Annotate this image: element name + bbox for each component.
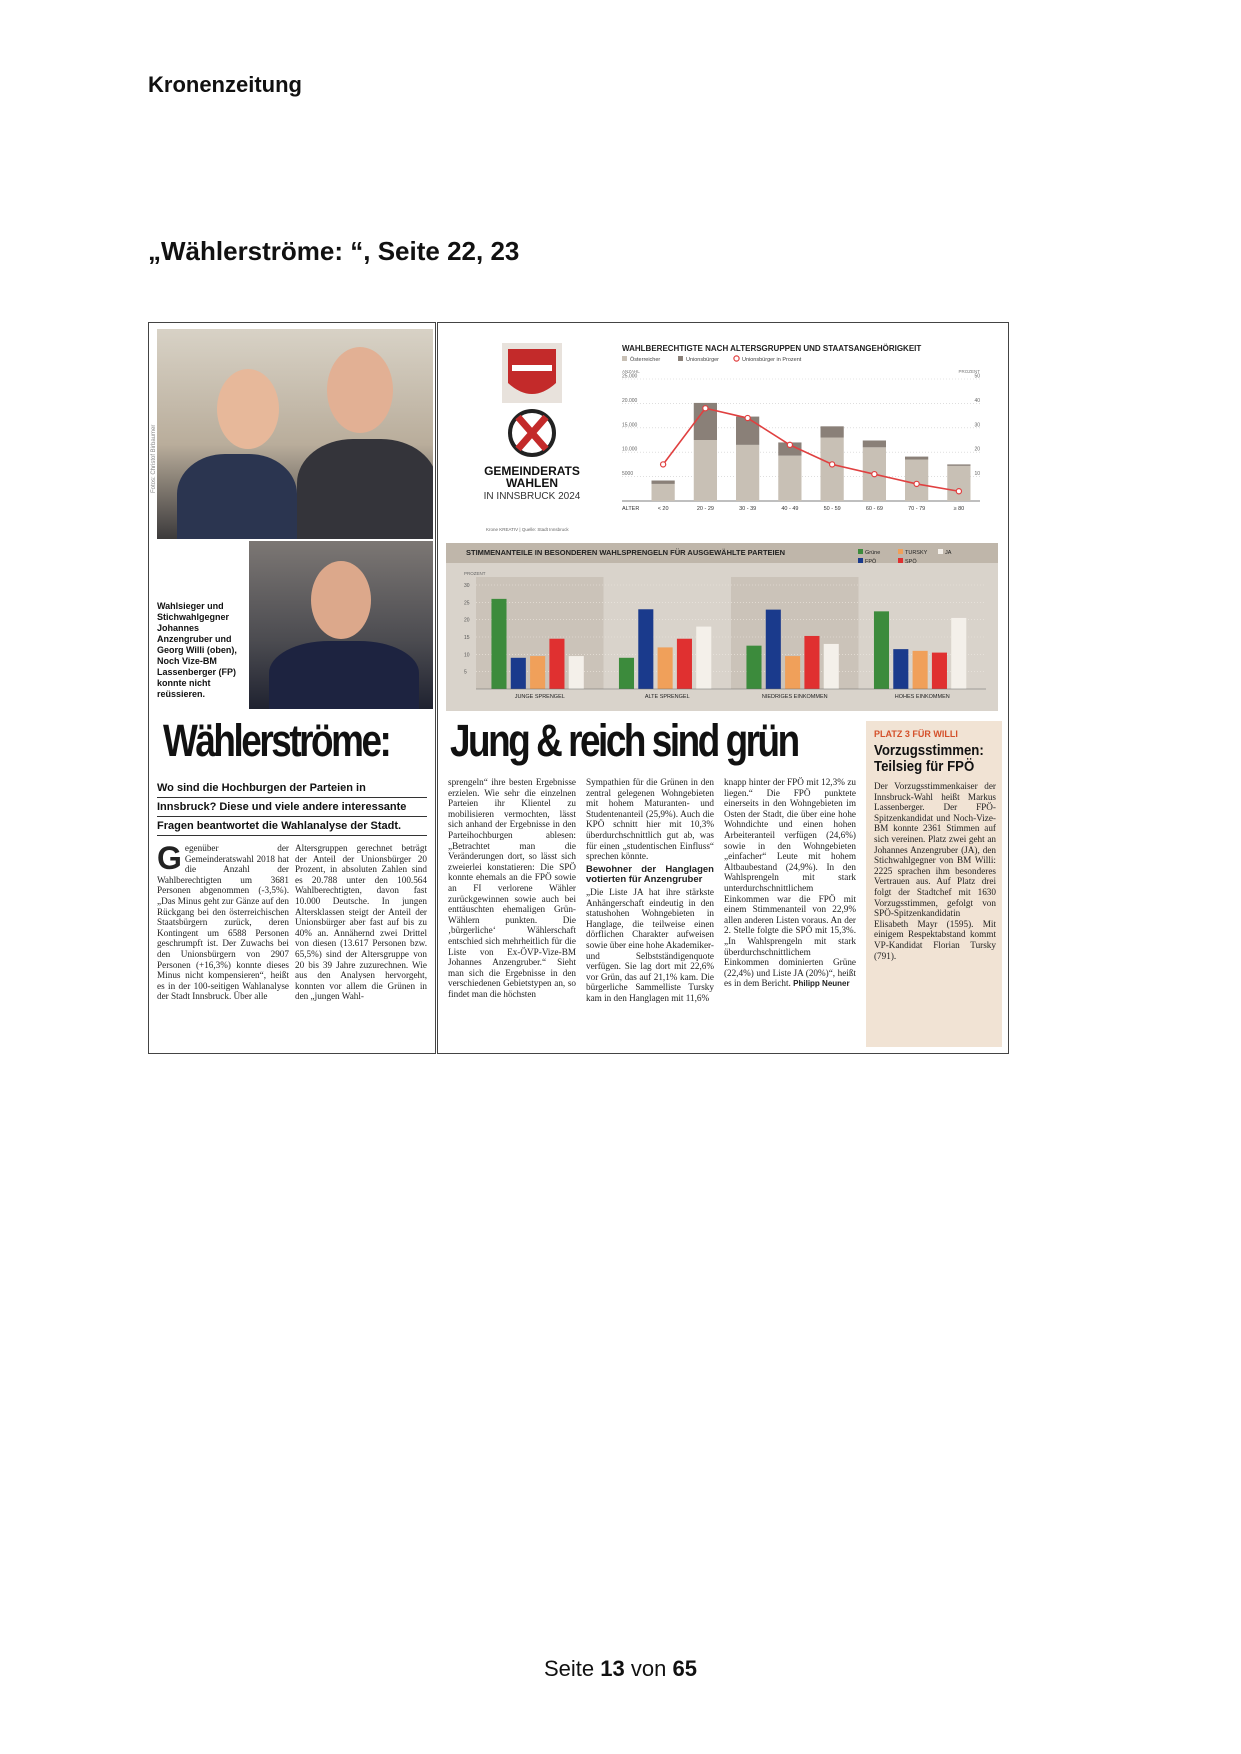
bar-spö <box>549 639 564 689</box>
source-name: Kronenzeitung <box>148 72 302 97</box>
tick-label-right: 40 <box>974 397 980 404</box>
bar-fpö <box>638 609 653 689</box>
bar-oesterreicher <box>821 438 844 501</box>
chart-vote-shares <box>446 543 998 711</box>
legend-label: Unionsbürger in Prozent <box>742 357 802 363</box>
legend-label: SPÖ <box>905 559 917 565</box>
legend-label: Grüne <box>865 550 881 556</box>
teaser-line: Innsbruck? Diese und viele andere interessante <box>157 798 427 817</box>
tick-label-x: JUNGE SPRENGEL <box>514 694 565 700</box>
bar-ja <box>696 627 711 689</box>
data-point-percent <box>830 462 835 467</box>
shield-icon <box>508 349 556 394</box>
legend-label: TURSKY <box>905 550 928 556</box>
bar-unionsbuerger <box>947 464 970 465</box>
bar-tursky <box>913 651 928 689</box>
logo-line: IN INNSBRUCK 2024 <box>483 491 581 502</box>
tick-label-left: 20.000 <box>622 397 638 404</box>
box-title: Vorzugsstimmen: Teilsieg für FPÖ <box>874 742 984 775</box>
bar-grüne <box>619 658 634 689</box>
bar-tursky <box>658 647 673 689</box>
bar-tursky <box>785 656 800 689</box>
legend-label: JA <box>945 550 952 556</box>
axis-label-x: ALTER <box>622 506 640 512</box>
headline-left: Wählerströme: <box>163 715 390 766</box>
clipping-right-page <box>437 322 1009 1054</box>
bar-oesterreicher <box>694 440 717 501</box>
axis-label-y: PROZENT <box>464 571 486 576</box>
footer-separator: von <box>630 1656 667 1681</box>
data-point-percent <box>872 472 877 477</box>
legend-swatch <box>734 356 739 361</box>
bar-unionsbuerger <box>652 481 675 484</box>
bar-ja <box>824 644 839 689</box>
axis-label-left: ANZAHL <box>622 369 640 374</box>
tick-label-x: 30 - 39 <box>739 506 757 512</box>
data-point-percent <box>914 481 919 486</box>
bar-oesterreicher <box>652 484 675 501</box>
data-point-percent <box>661 462 666 467</box>
article-column: Altersgruppen gerechnet beträgt der Anteil der Unionsbürger 20 Prozent, in absoluten Zahlen sind es 20.788 unter den 100.564 Wahlberechtigten, davon fast 10.000 Deutsche. In jungen Altersklassen steigt der Anteil der Unionsbürger aber fast auf bis zu 40% an. Annähernd zwei Drittel von diesen (13.617 Personen bzw. 65,5%) sind der Altersgruppe von 20 bis 39 Jahre zuzurechnen. Wie aus den Analysen hervorgeht, konnten vor allem die Grünen in den „jungen Wahl- <box>295 843 427 1002</box>
tick-label-x: 60 - 69 <box>865 506 883 512</box>
legend-label: FPÖ <box>865 559 877 565</box>
photo-winners <box>157 329 433 539</box>
bar-fpö <box>511 658 526 689</box>
ballot-cross-icon <box>518 417 546 449</box>
bar-fpö <box>893 649 908 689</box>
box-kicker: PLATZ 3 FÜR WILLI <box>874 729 958 739</box>
bar-unionsbuerger <box>821 426 844 437</box>
footer-prefix: Seite <box>544 1656 595 1681</box>
tick-label-y: 30 <box>464 583 470 589</box>
tick-label-left: 25.000 <box>622 373 638 380</box>
legend-label: Unionsbürger <box>686 357 720 363</box>
legend-swatch <box>898 549 903 554</box>
bar-ja <box>951 618 966 689</box>
teaser-line: Fragen beantwortet die Wahlanalyse der Stadt. <box>157 817 427 836</box>
tick-label-x: ≥ 80 <box>953 506 965 512</box>
headline-right: Jung & reich sind grün <box>450 715 798 766</box>
article-text: „Die Liste JA hat ihre stärkste Anhängerschaft eindeutig in den statushohen Wohngebieten in Hanglage, die teilweise einen dörflichen Charakter aufweisen sowie über eine hohe Akademiker- und Selbstständigenquote verfügen. Sie lag dort mit 22,6% vor Grün, das auf 21,1% kam. Die bürgerliche Sammelliste Tursky kam in den Hanglagen mit 11,6% <box>586 886 714 1003</box>
subheading: Bewohner der Hanglagen votierten für Anzengruber <box>586 863 714 886</box>
page-total: 65 <box>672 1656 697 1681</box>
author: Philipp Neuner <box>793 979 850 989</box>
bar-unionsbuerger <box>863 440 886 447</box>
bar-oesterreicher <box>947 466 970 501</box>
legend-swatch <box>858 558 863 563</box>
legend-label: Österreicher <box>630 357 661 363</box>
bar-spö <box>677 639 692 689</box>
tick-label-y: 10 <box>464 652 470 659</box>
tick-label-right: 50 <box>974 373 980 380</box>
tick-label-right: 10 <box>974 471 980 478</box>
legend-swatch <box>622 356 627 361</box>
bar-grüne <box>746 646 761 689</box>
legend-swatch <box>938 549 943 554</box>
chart-age-groups <box>446 331 998 539</box>
clipping-left-page <box>148 322 436 1054</box>
legend-swatch <box>678 356 683 361</box>
article-column: sprengeln“ ihre besten Ergebnisse erzielen. Wie sehr die einzelnen Parteien ihr Klientel zu mobilisieren vermochten, lässt sich anhand der Ergebnisse in den Parteihochburgen ablesen: „Betrachtet man die Veränderungen dort, so lässt sich zweierlei konstatieren: Die SPÖ konnte ehemals an die FPÖ sowie an FI verlorene Wähler zurückgewinnen sowie auch bei enttäuschten ehemaligen Grün-Wählern punkten. Die ‚bürgerliche‘ Wählerschaft entschied sich mehrheitlich für die Liste von Ex-ÖVP-Vize-BM Johannes Anzengruber.“ Sieht man sich die Ergebnisse in den verschiedenen Gebietstypen an, so findet man die höchsten <box>448 777 576 999</box>
article-reference: „Wählerströme: “, Seite 22, 23 <box>148 236 520 266</box>
bar-fpö <box>766 610 781 689</box>
article-column <box>157 843 289 1051</box>
legend-swatch <box>858 549 863 554</box>
legend-swatch <box>898 558 903 563</box>
logo-line: GEMEINDERATS <box>484 464 580 478</box>
chart-panel-age <box>446 331 998 539</box>
tick-label-x: 50 - 59 <box>823 506 841 512</box>
tick-label-x: 20 - 29 <box>696 506 714 512</box>
tick-label-left: 10.000 <box>622 446 638 453</box>
article-column <box>724 777 856 1051</box>
bar-oesterreicher <box>778 456 801 501</box>
sidebar-box <box>866 721 1002 1047</box>
data-point-percent <box>956 489 961 494</box>
data-point-percent <box>787 442 792 447</box>
chart-title: STIMMENANTEILE IN BESONDEREN WAHLSPRENGELN FÜR AUSGEWÄHLTE PARTEIEN <box>466 548 786 557</box>
photo-credit: Fotos: Christof Birbaumer <box>151 424 157 493</box>
article-text: Sympathien für die Grünen in den zentral gelegenen Wohngebieten mit hohem Maturanten- und Studentenanteil (25,9%). Auch die KPÖ schnitt hier mit 10,3% überdurchschnittlich gut ab, was für einen „studentischen Einfluss“ sprechen könnte. <box>586 777 714 862</box>
bar-ja <box>569 656 584 689</box>
bar-spö <box>804 636 819 689</box>
bar-tursky <box>530 656 545 689</box>
tick-label-left: 15.000 <box>622 422 638 429</box>
tick-label-y: 15 <box>464 635 470 641</box>
data-point-percent <box>703 406 708 411</box>
tick-label-right: 20 <box>974 446 980 453</box>
tick-label-x: 40 - 49 <box>781 506 799 512</box>
tick-label-y: 25 <box>464 600 470 607</box>
chart-panel-districts <box>446 543 998 711</box>
chart-title: WAHLBERECHTIGTE NACH ALTERSGRUPPEN UND STAATSANGEHÖRIGKEIT <box>622 344 922 353</box>
tick-label-x: HOHES EINKOMMEN <box>894 694 950 700</box>
tick-label-x: ALTE SPRENGEL <box>644 694 690 700</box>
tick-label-y: 5 <box>464 669 467 676</box>
tick-label-left: 5000 <box>622 471 634 478</box>
bridge-icon <box>512 365 552 371</box>
bar-grüne <box>874 611 889 689</box>
bar-oesterreicher <box>736 445 759 501</box>
article-column <box>586 777 714 1051</box>
data-point-percent <box>745 415 750 420</box>
tick-label-y: 20 <box>464 617 470 624</box>
article-text: knapp hinter der FPÖ mit 12,3% zu liegen.“ Die FPÖ punktete einerseits in den Wohngebieten im Osten der Stadt, die über eine hohe Wohndichte und einen hohen Arbeiteranteil verfügen (24,6%) sowie in den Wohngebieten „einfacher“ Leute mit hohem Altbaubestand (24,9%). In den Wahlsprengeln mit stark unterdurchschnittlichem Einkommen war die FPÖ mit einem Stimmenanteil von 22,9% allen anderen Listen voraus. An der 2. Stelle folgte die SPÖ mit 15,3%. „In Wahlsprengeln mit stark überdurchschnittlichem Einkommen dominierten Grüne (22,4%) und Liste JA (20%)“, heißt es in dem Bericht. <box>724 777 856 989</box>
axis-label-right: PROZENT <box>958 369 980 374</box>
teaser-line: Wo sind die Hochburgen der Parteien in <box>157 779 427 798</box>
bar-unionsbuerger <box>905 457 928 460</box>
tick-label-x: < 20 <box>657 506 669 512</box>
box-text: Der Vorzugsstimmenkaiser der Innsbruck-Wahl heißt Markus Lassenberger. Der FPÖ-Spitzenkandidat und Noch-Vize-BM konnte 2361 Stimmen auf sich vereinen. Platz zwei geht an Johannes Anzengruber (JA), den Stichwahlgegner von BM Willi: 2225 sprachen ihm besonderes Vertrauen aus. Auf Platz drei folgt der Stadtchef mit 1630 Vorzugsstimmen, gefolgt von SPÖ-Spitzenkandidatin Elisabeth Mayr (1595). Mit einigem Respektabstand kommt VP-Kandidat Florian Tursky (791). <box>874 781 996 961</box>
page-footer <box>0 1656 1241 1682</box>
tick-label-x: 70 - 79 <box>908 506 926 512</box>
page-number: 13 <box>600 1656 625 1681</box>
photo-caption: Wahlsieger und Stichwahlgegner Johannes Anzengruber und Georg Willi (oben), Noch Vize-BM Lassenberger (FP) konnte nicht reüssieren. <box>157 601 237 699</box>
source-note: Krone KREATIV | Quelle: Stadt Innsbruck <box>486 527 569 532</box>
logo-line: WAHLEN <box>506 476 558 490</box>
bar-spö <box>932 653 947 689</box>
bar-oesterreicher <box>905 460 928 501</box>
drop-cap: G <box>157 843 182 876</box>
article-text: egenüber der Gemeinderatswahl 2018 hat die Anzahl der Wahlberechtigten um 3681 Personen abgenommen (-3,5%). „Das Minus geht zur Gänze auf den Rückgang bei den österreichischen Staatsbürgern zurück, deren Kontingent um 6588 Personen geschrumpft ist. Der Zuwachs bei den Unionsbürgern von 2907 Personen (+16,3%) konnte dieses Minus nicht kompensieren“, heißt es in der 100-seitigen Wahlanalyse der Stadt Innsbruck. Über alle <box>157 843 289 1002</box>
bar-grüne <box>491 599 506 689</box>
tick-label-x: NIEDRIGES EINKOMMEN <box>761 694 828 700</box>
photo-lassenberger <box>249 541 433 709</box>
tick-label-right: 30 <box>974 422 980 429</box>
